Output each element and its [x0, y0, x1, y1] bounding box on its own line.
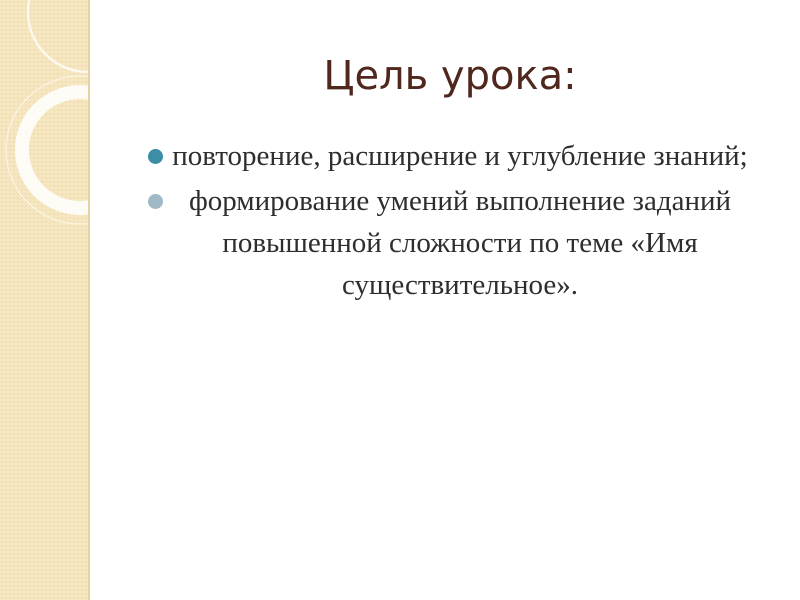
bullet-dot-icon: [148, 194, 163, 209]
slide-title: Цель урока:: [323, 53, 577, 99]
decorative-side-panel: [0, 0, 88, 600]
bullet-dot-icon: [148, 149, 163, 164]
bullet-item-skills: [140, 180, 780, 306]
side-panel-divider: [88, 0, 90, 600]
bullet-text: повторение, расширение и углубление знаний;: [172, 140, 748, 172]
bullet-item-review: [140, 135, 780, 177]
decorative-circles-icon: [0, 0, 88, 600]
bullet-text: формирование умений выполнение заданий повышенной сложности по теме «Имя существительное».: [188, 185, 732, 301]
bullet-list: [140, 135, 780, 309]
